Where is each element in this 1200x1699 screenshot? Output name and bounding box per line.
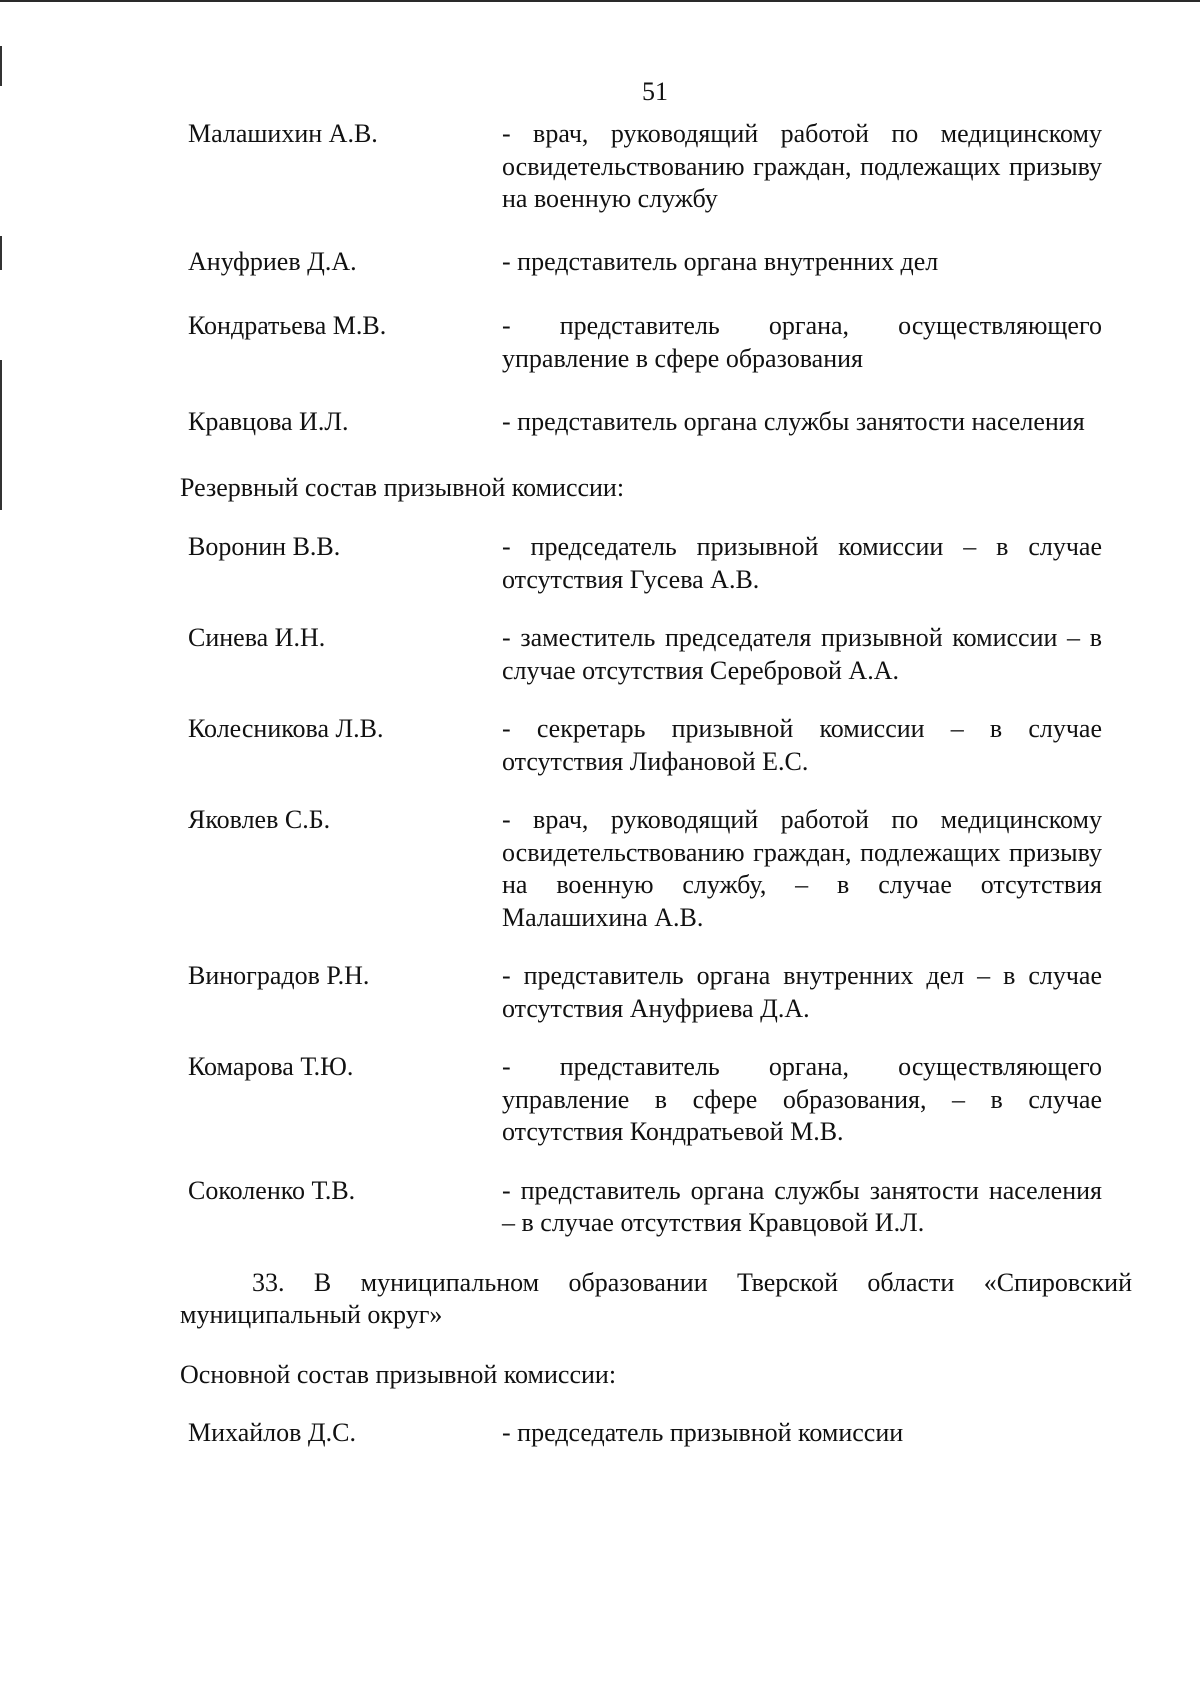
member-name: Синева И.Н. <box>188 623 326 652</box>
commission-member <box>180 531 1132 596</box>
reserve-section-title: Резервный состав призывной комиссии: <box>180 472 625 502</box>
member-role: - врач, руководящий работой по медицинскому освидетельствованию граждан, подлежащих призыву на военную службу <box>502 119 1102 213</box>
scan-edge-mark <box>0 236 2 270</box>
member-name: Кравцова И.Л. <box>188 407 349 436</box>
member-name: Яковлев С.Б. <box>188 805 331 834</box>
commission-member <box>180 406 1132 439</box>
member-name: Комарова Т.Ю. <box>188 1052 354 1081</box>
commission-member <box>180 960 1132 1025</box>
commission-member <box>180 622 1132 687</box>
member-name: Колесникова Л.В. <box>188 714 384 743</box>
member-role: - секретарь призывной комиссии – в случае отсутствия Лифановой Е.С. <box>502 714 1102 776</box>
page-number: 51 <box>642 77 668 106</box>
commission-member <box>180 1051 1132 1149</box>
member-role: - представитель органа внутренних дел <box>502 246 939 276</box>
document-body <box>180 118 1132 1450</box>
commission-member <box>180 246 1132 279</box>
member-name: Соколенко Т.В. <box>188 1175 356 1205</box>
commission-member <box>180 1175 1132 1240</box>
commission-member <box>180 310 1132 375</box>
commission-member <box>180 713 1132 778</box>
member-role: - врач, руководящий работой по медицинскому освидетельствованию граждан, подлежащих призыву на военную службу, – в случае отсутствия Малашихина А.В. <box>502 805 1102 932</box>
commission-member <box>180 118 1132 216</box>
member-name: Михайлов Д.С. <box>188 1418 356 1447</box>
member-name: Малашихин А.В. <box>188 119 378 148</box>
member-role: - представитель органа, осуществляющего управление в сфере образования <box>502 311 1102 373</box>
commission-member <box>180 804 1132 934</box>
member-name: Виноградов Р.Н. <box>188 961 370 990</box>
section-heading-33: 33. В муниципальном образовании Тверской области «Спировский муниципальный округ» <box>180 1267 1132 1329</box>
main-section-title: Основной состав призывной комиссии: <box>180 1359 617 1389</box>
member-role: - представитель органа службы занятости населения <box>502 407 1085 436</box>
scan-edge-mark <box>0 360 2 510</box>
scan-edge-line <box>0 0 1200 2</box>
member-role: - представитель органа внутренних дел – в случае отсутствия Ануфриева Д.А. <box>502 961 1102 1023</box>
member-role: - представитель органа, осуществляющего управление в сфере образования, – в случае отсутствия Кондратьевой М.В. <box>502 1052 1102 1146</box>
commission-member <box>180 1417 1132 1450</box>
member-role: - председатель призывной комиссии – в случае отсутствия Гусева А.В. <box>502 532 1102 594</box>
member-role: - представитель органа службы занятости населения – в случае отсутствия Кравцовой И.Л. <box>502 1175 1102 1237</box>
member-role: - председатель призывной комиссии <box>502 1418 904 1447</box>
member-name: Кондратьева М.В. <box>188 311 387 340</box>
member-role: - заместитель председателя призывной комиссии – в случае отсутствия Серебровой А.А. <box>502 623 1102 685</box>
member-name: Ануфриев Д.А. <box>188 246 357 276</box>
member-name: Воронин В.В. <box>188 532 341 561</box>
